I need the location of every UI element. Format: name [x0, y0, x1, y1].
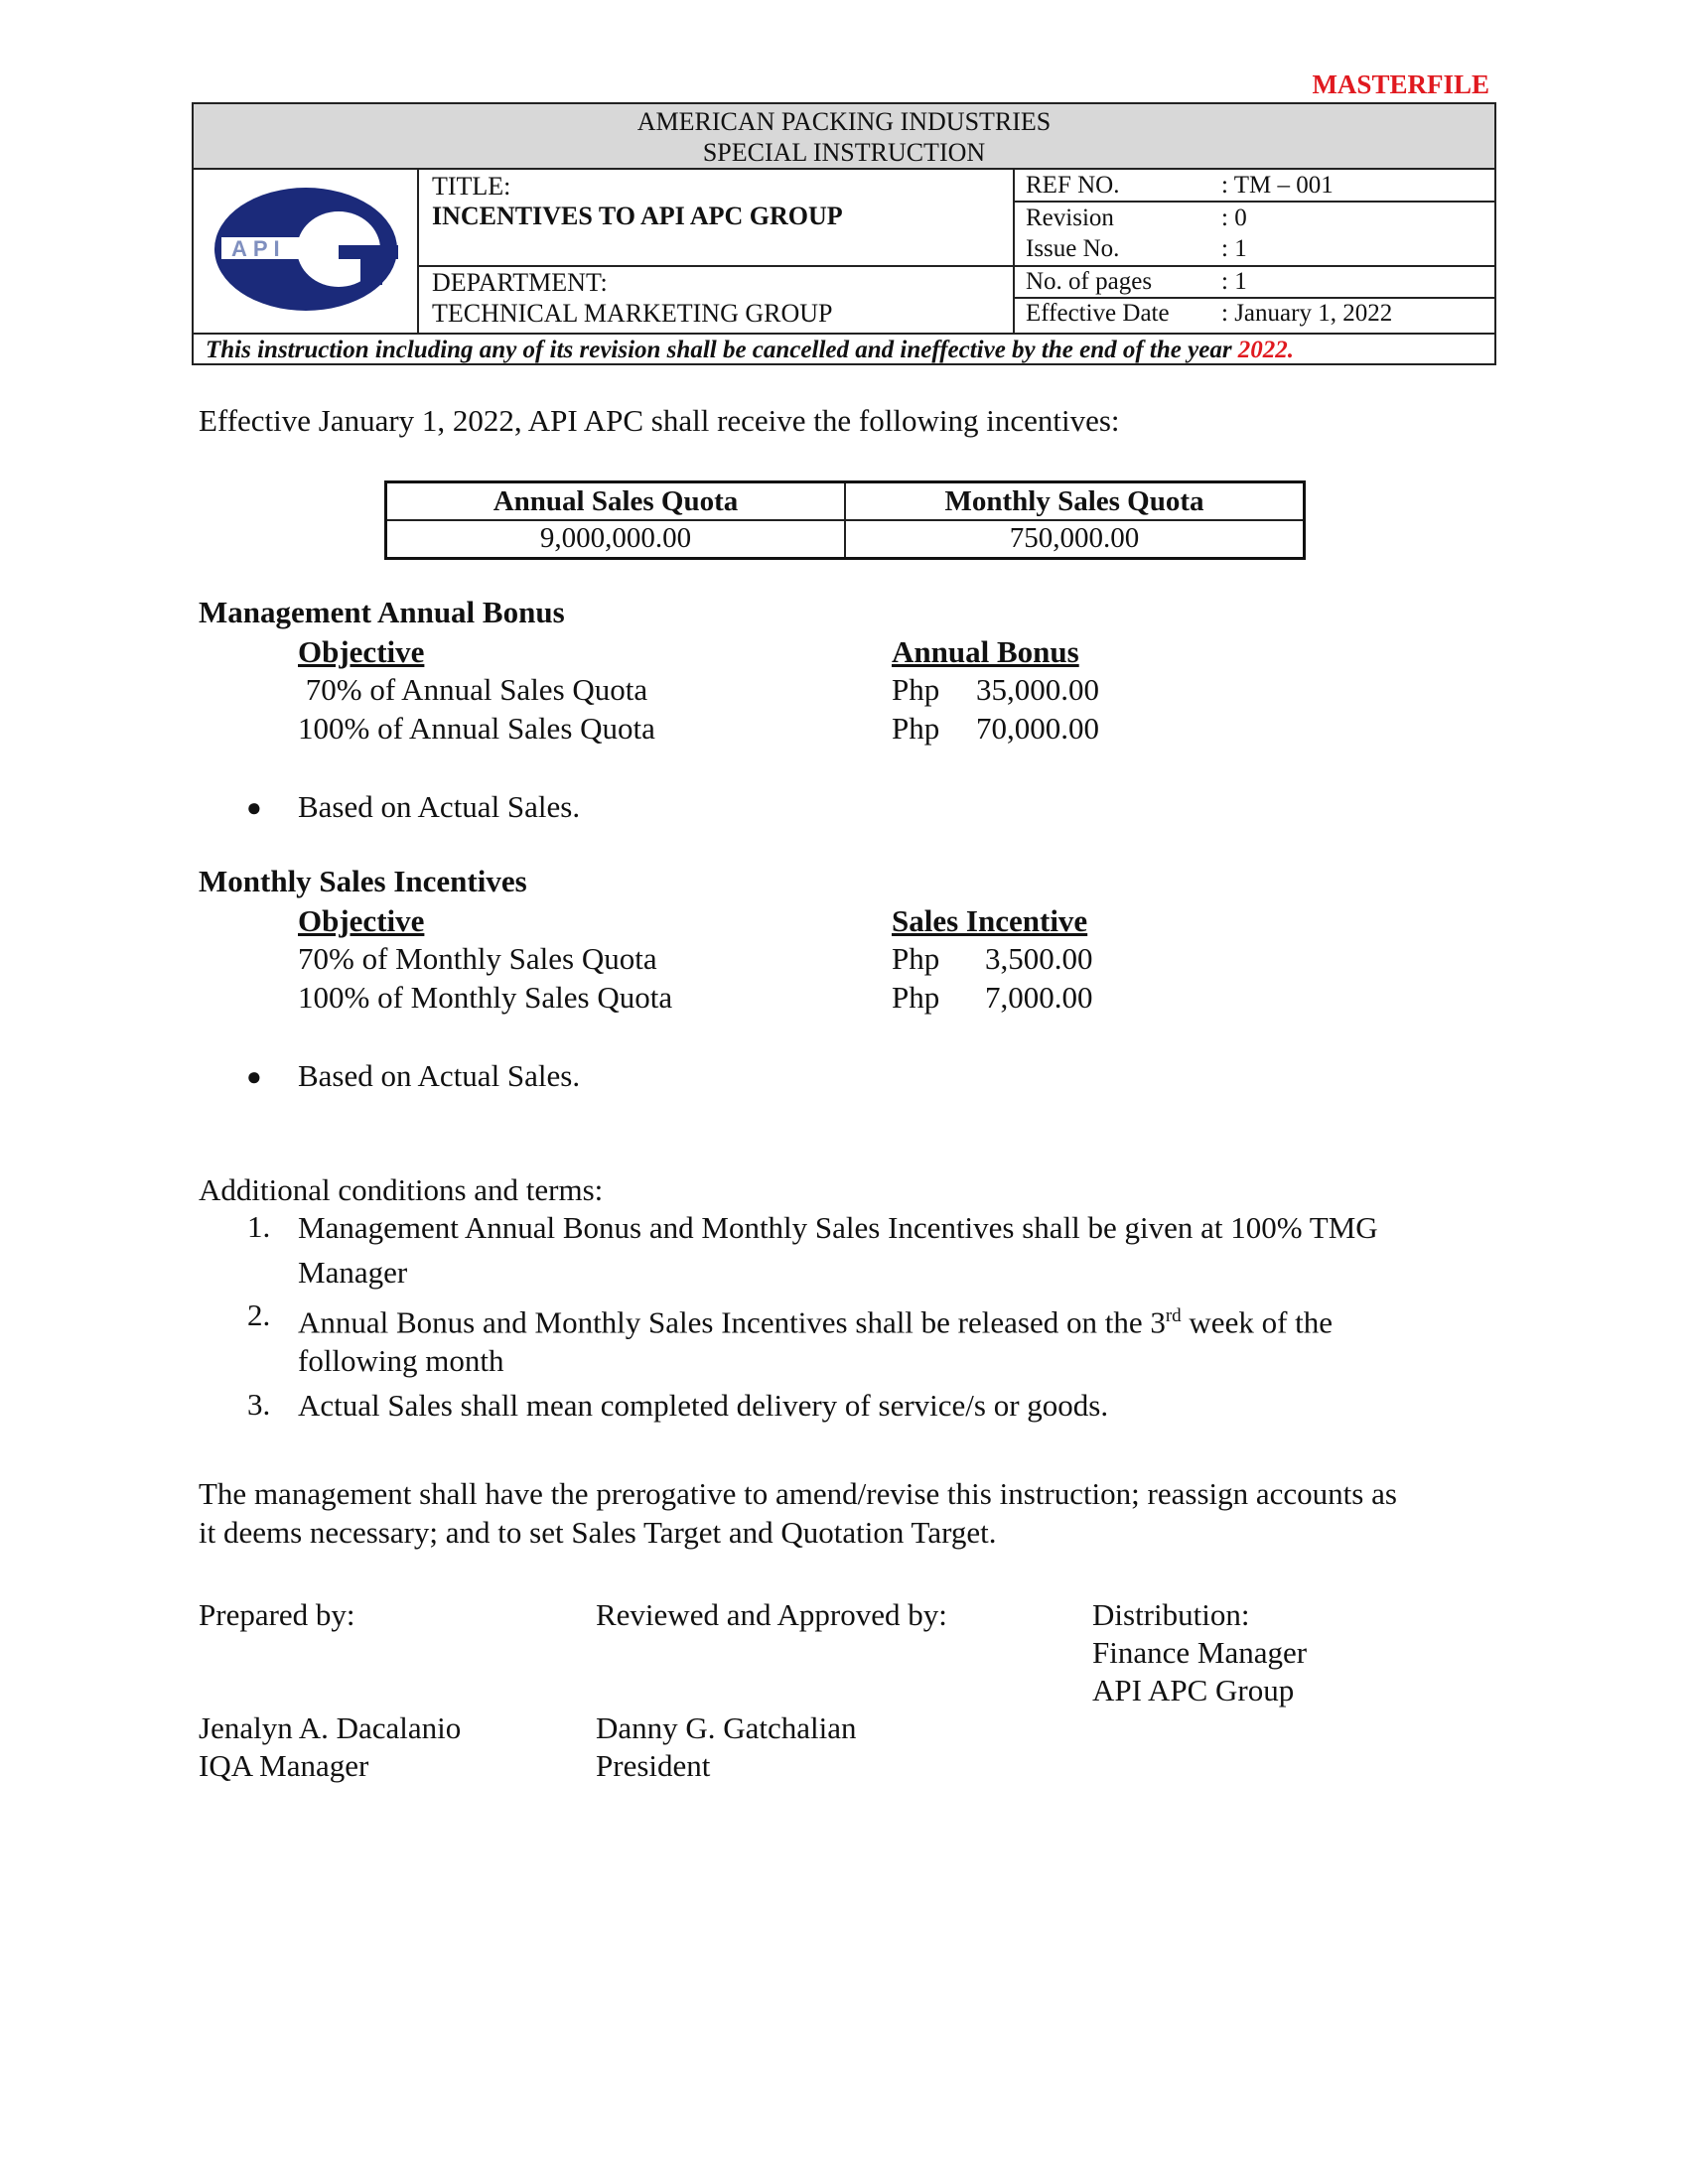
logo-text: API	[231, 236, 286, 261]
document-header	[192, 102, 1496, 365]
monthly-currency-row-1: Php	[892, 941, 940, 976]
annual-bonus-heading: Management Annual Bonus	[199, 595, 565, 629]
condition-1-line-1: Management Annual Bonus and Monthly Sales Incentives shall be given at 100% TMG	[298, 1210, 1378, 1245]
department-label: DEPARTMENT:	[432, 268, 608, 297]
annual-quota-value: 9,000,000.00	[539, 522, 692, 554]
distribution-item-1: Finance Manager	[1092, 1635, 1308, 1670]
ref-no-label: REF NO.	[1026, 172, 1120, 199]
condition-number-2: 2.	[247, 1297, 271, 1332]
condition-1-line-2: Manager	[298, 1255, 408, 1290]
annual-quota-header: Annual Sales Quota	[492, 485, 739, 517]
cancellation-note: This instruction including any of its revision shall be cancelled and ineffective by the end of the year 2022.	[194, 333, 1494, 363]
annual-amount-row-2: 70,000.00	[976, 711, 1099, 746]
issue-no-label: Issue No.	[1026, 235, 1120, 262]
annual-currency-row-2: Php	[892, 711, 940, 746]
closing-line-2: it deems necessary; and to set Sales Target and Quotation Target.	[199, 1515, 997, 1550]
prepared-name: Jenalyn A. Dacalanio	[199, 1710, 462, 1745]
note-year: 2022	[1237, 337, 1288, 363]
monthly-quota-value: 750,000.00	[1009, 522, 1140, 554]
monthly-objective-row-2: 100% of Monthly Sales Quota	[298, 980, 673, 1015]
annual-objective-header: Objective	[298, 634, 425, 669]
monthly-amount-row-1: 3,500.00	[985, 941, 1093, 976]
department-value: TECHNICAL MARKETING GROUP	[432, 299, 833, 328]
condition-3-line-1: Actual Sales shall mean completed delivery of service/s or goods.	[298, 1388, 1109, 1423]
monthly-incentives-heading: Monthly Sales Incentives	[199, 864, 527, 898]
condition-number-3: 3.	[247, 1387, 271, 1422]
condition-2-line-2: following month	[298, 1343, 504, 1378]
revision-label: Revision	[1026, 205, 1114, 231]
condition-number-1: 1.	[247, 1209, 271, 1244]
effective-date-value: : January 1, 2022	[1221, 300, 1393, 327]
intro-text: Effective January 1, 2022, API APC shall receive the following incentives:	[199, 403, 1120, 438]
masterfile-label: MASTERFILE	[1312, 69, 1489, 99]
monthly-currency-row-2: Php	[892, 980, 940, 1015]
pages-value: : 1	[1221, 268, 1247, 295]
distribution-item-2: API APC Group	[1092, 1673, 1295, 1707]
monthly-objective-header: Objective	[298, 903, 425, 938]
annual-currency-row-1: Php	[892, 672, 940, 707]
monthly-objective-row-1: 70% of Monthly Sales Quota	[298, 941, 657, 976]
annual-objective-row-1: 70% of Annual Sales Quota	[298, 672, 648, 707]
pages-label: No. of pages	[1026, 268, 1153, 295]
annual-objective-row-2: 100% of Annual Sales Quota	[298, 711, 655, 746]
revision-value: : 0	[1221, 205, 1247, 231]
title-value: INCENTIVES TO API APC GROUP	[432, 202, 843, 230]
monthly-quota-header: Monthly Sales Quota	[944, 485, 1204, 517]
conditions-heading: Additional conditions and terms:	[199, 1172, 604, 1207]
annual-bonus-header: Annual Bonus	[892, 634, 1079, 669]
effective-date-label: Effective Date	[1026, 300, 1170, 327]
condition-2-line-1: Annual Bonus and Monthly Sales Incentives shall be released on the 3rd week of the	[298, 1304, 1334, 1340]
title-label: TITLE:	[432, 172, 511, 201]
approved-name: Danny G. Gatchalian	[596, 1710, 857, 1745]
issue-no-value: : 1	[1221, 235, 1247, 262]
approved-title: President	[596, 1748, 711, 1783]
annual-amount-row-1: 35,000.00	[976, 672, 1099, 707]
approved-by-label: Reviewed and Approved by:	[596, 1597, 947, 1632]
monthly-incentives-note: Based on Actual Sales.	[298, 1058, 581, 1093]
company-name: AMERICAN PACKING INDUSTRIES	[636, 107, 1052, 136]
annual-bonus-note: Based on Actual Sales.	[298, 789, 581, 824]
ref-no-value: : TM – 001	[1221, 172, 1334, 199]
prepared-by-label: Prepared by:	[199, 1597, 355, 1632]
closing-line-1: The management shall have the prerogative to amend/revise this instruction; reassign accounts as	[199, 1476, 1397, 1511]
header-band	[194, 104, 1494, 170]
bullet-icon: ●	[246, 1062, 262, 1091]
bullet-icon: ●	[246, 793, 262, 822]
api-logo	[211, 180, 400, 319]
sales-incentive-header: Sales Incentive	[892, 903, 1088, 938]
monthly-amount-row-2: 7,000.00	[985, 980, 1093, 1015]
quota-table	[384, 480, 1306, 560]
prepared-title: IQA Manager	[199, 1748, 369, 1783]
document-type: SPECIAL INSTRUCTION	[702, 138, 986, 167]
distribution-label: Distribution:	[1092, 1597, 1250, 1632]
